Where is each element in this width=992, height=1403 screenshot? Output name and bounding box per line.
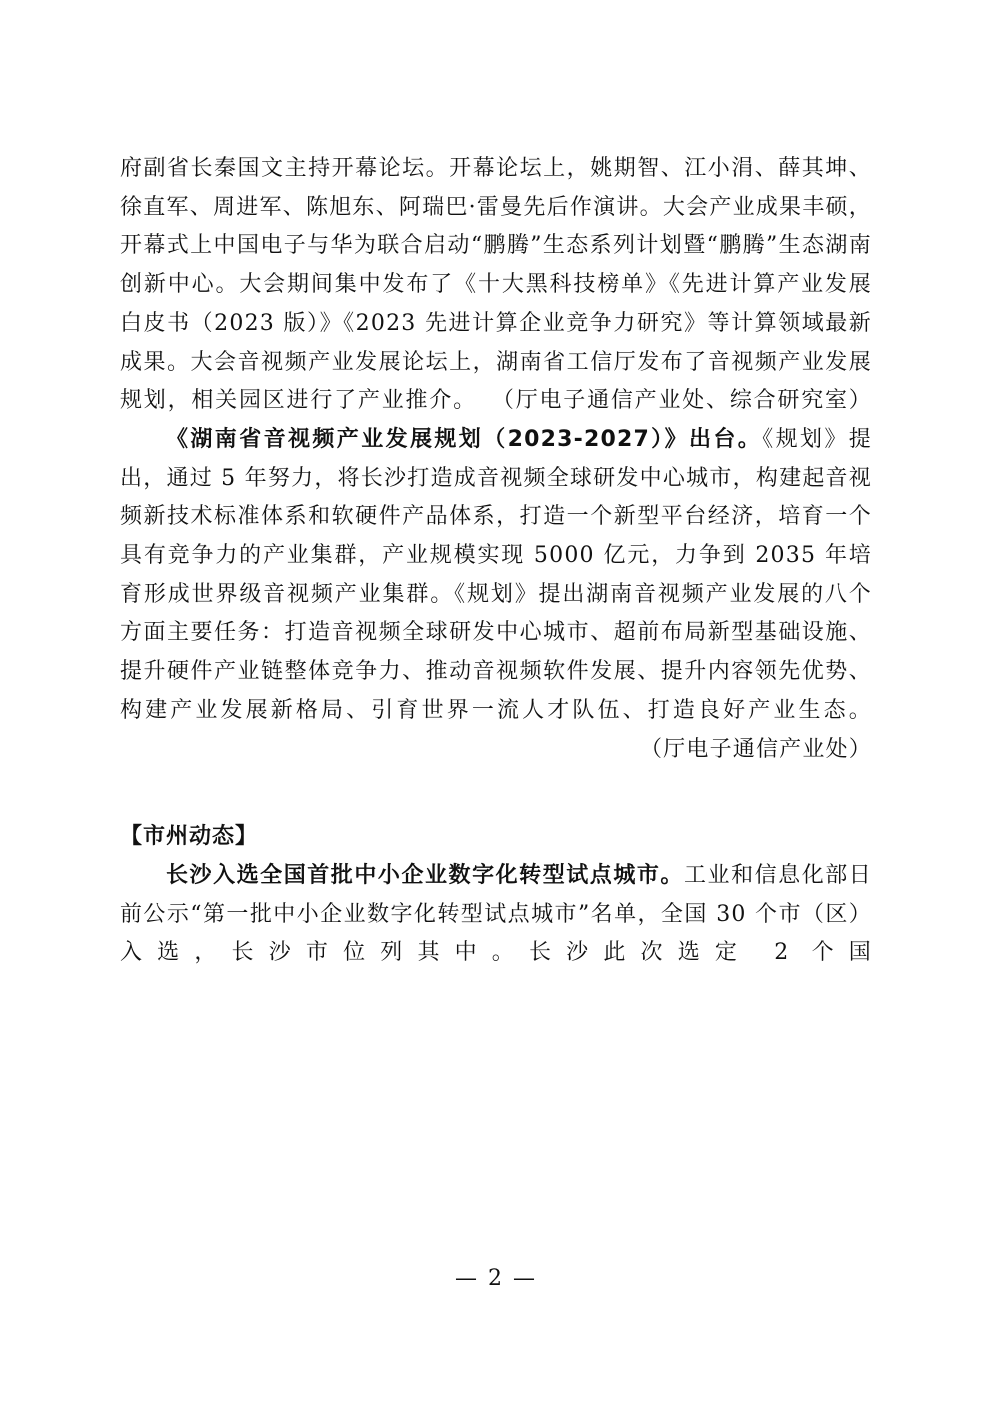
paragraph-changsha-pilot-city-title: 长沙入选全国首批中小企业数字化转型试点城市。 [166, 862, 684, 888]
page-number: — 2 — [455, 1266, 537, 1291]
page-content [120, 150, 872, 973]
paragraph-av-industry-plan-body: 《规划》提出，通过 5 年努力，将长沙打造成音视频全球研发中心城市，构建起音视频新技术标准体系和软硬件产品体系，打造一个新型平台经济，培育一个具有竞争力的产业集群，产业规模实现 5000 亿元，力争到 2035 年培育形成世界级音视频产业集群。《规划》提出湖南音视频产业发展的八个方面主要任务：打造音视频全球研发中心城市、超前布局新型基础设施、提升硬件产业链整体竞争力、推动音视频软件发展、提升内容领先优势、构建产业发展新格局、引育世界一流人才队伍、打造良好产业生态。 [120, 426, 872, 723]
paragraph-forum-news-text: 府副省长秦国文主持开幕论坛。开幕论坛上，姚期智、江小涓、薛其坤、徐直军、周进军、陈旭东、阿瑞巴·雷曼先后作演讲。大会产业成果丰硕，开幕式上中国电子与华为联合启动“鹏腾”生态系列计划暨“鹏腾”生态湖南创新中心。大会期间集中发布了《十大黑科技榜单》《先进计算产业发展白皮书（2023 版）》《2023 先进计算企业竞争力研究》等计算领域最新成果。大会音视频产业发展论坛上，湖南省工信厅发布了音视频产业发展规划，相关园区进行了产业推介。 [120, 156, 872, 414]
paragraph-changsha-pilot-city-body: 工业和信息化部日前公示“第一批中小企业数字化转型试点城市”名单，全国 30 个市（区）入选，长沙市位列其中。长沙此次选定 2 个国 [120, 862, 872, 966]
paragraph-forum-news [120, 150, 872, 421]
paragraph-changsha-pilot-city [120, 857, 872, 973]
paragraph-av-industry-plan-source: （厅电子通信产业处） [639, 736, 872, 762]
paragraph-av-industry-plan-title: 《湖南省音视频产业发展规划（2023-2027）》出台。 [166, 426, 763, 452]
paragraph-av-industry-plan [120, 421, 872, 731]
section-heading-city-news: 【市州动态】 [120, 824, 259, 850]
paragraph-forum-news-source: （厅电子通信产业处、综合研究室） [502, 388, 872, 414]
